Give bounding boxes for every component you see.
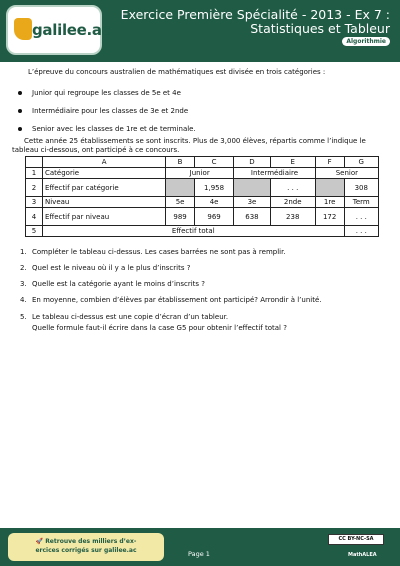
shaded-cell bbox=[234, 179, 271, 197]
question-number: 1. bbox=[20, 248, 27, 256]
table-row bbox=[26, 208, 379, 226]
question-text: Compléter le tableau ci-dessus. Les cases barrées ne sont pas à remplir. bbox=[32, 248, 286, 256]
table-cell: . . . bbox=[270, 179, 315, 197]
list-item bbox=[18, 102, 196, 120]
table-cell: 1,958 bbox=[194, 179, 233, 197]
col-header: G bbox=[344, 157, 378, 168]
table-cell: 308 bbox=[344, 179, 378, 197]
rocket-icon: 🚀 bbox=[35, 538, 44, 545]
table-row bbox=[26, 197, 379, 208]
question-number: 3. bbox=[20, 280, 27, 288]
page-number: Page 1 bbox=[188, 550, 210, 558]
table-row bbox=[26, 226, 379, 237]
table-cell: Catégorie bbox=[43, 168, 166, 179]
ad-text: Retrouve des milliers d’ex- bbox=[45, 538, 137, 545]
col-header: B bbox=[166, 157, 195, 168]
table-cell: 5e bbox=[166, 197, 195, 208]
intro-text: L’épreuve du concours australien de mathématiques est divisée en trois catégories : bbox=[28, 68, 326, 76]
list-item-text: Intermédiaire pour les classes de 3e et 2nde bbox=[32, 107, 189, 115]
table-cell: 969 bbox=[194, 208, 233, 226]
col-header: F bbox=[315, 157, 344, 168]
context-paragraph bbox=[12, 137, 392, 155]
license-badge[interactable]: CC BY-NC-SA bbox=[328, 534, 384, 545]
table-cell: 172 bbox=[315, 208, 344, 226]
paragraph-line: Cette année 25 établissements se sont inscrits. Plus de 3,000 élèves, répartis comme l’indique le bbox=[24, 137, 366, 145]
list-item bbox=[18, 120, 196, 138]
question-text: Quelle est la catégorie ayant le moins d’inscrits ? bbox=[32, 280, 205, 288]
table-cell: Senior bbox=[315, 168, 378, 179]
table-cell: Effectif total bbox=[43, 226, 345, 237]
row-number: 1 bbox=[26, 168, 43, 179]
table-cell: . . . bbox=[344, 226, 378, 237]
question-number: 2. bbox=[20, 264, 27, 272]
page-footer bbox=[0, 528, 400, 566]
question-2 bbox=[20, 264, 190, 272]
galilee-logo[interactable] bbox=[6, 5, 111, 55]
table-cell: 989 bbox=[166, 208, 195, 226]
table-cell: Term bbox=[344, 197, 378, 208]
list-item-text: Senior avec les classes de 1re et de terminale. bbox=[32, 125, 196, 133]
table-cell: Junior bbox=[166, 168, 234, 179]
bullet-icon bbox=[18, 91, 22, 95]
galilee-ad-link[interactable] bbox=[8, 533, 164, 561]
table-cell: Effectif par niveau bbox=[43, 208, 166, 226]
question-text: Quel est le niveau où il y a le plus d’inscrits ? bbox=[32, 264, 191, 272]
question-3 bbox=[20, 280, 205, 288]
paragraph-line: tableau ci-dessous, ont participé à ce concours. bbox=[12, 146, 180, 154]
category-tag: Algorithmie bbox=[342, 37, 390, 46]
table-header-row bbox=[26, 157, 379, 168]
table-cell: 4e bbox=[194, 197, 233, 208]
question-number: 5. bbox=[20, 313, 27, 321]
question-text: En moyenne, combien d’élèves par établissement ont participé? Arrondir à l’unité. bbox=[32, 296, 322, 304]
question-5 bbox=[20, 313, 228, 321]
table-row bbox=[26, 168, 379, 179]
category-list bbox=[18, 84, 196, 138]
table-cell: 238 bbox=[270, 208, 315, 226]
row-number: 4 bbox=[26, 208, 43, 226]
col-header: C bbox=[194, 157, 233, 168]
ad-line bbox=[8, 537, 164, 546]
exercise-title: Exercice Première Spécialité - 2013 - Ex 7 : Statistiques et Tableur bbox=[120, 7, 390, 36]
question-number: 4. bbox=[20, 296, 27, 304]
ad-line: ercices corrigés sur galilee.ac bbox=[35, 547, 137, 554]
bullet-icon bbox=[18, 109, 22, 113]
shaded-cell bbox=[315, 179, 344, 197]
col-header: E bbox=[270, 157, 315, 168]
list-item-text: Junior qui regroupe les classes de 5e et 4e bbox=[32, 89, 181, 97]
bullet-icon bbox=[18, 127, 22, 131]
row-number: 5 bbox=[26, 226, 43, 237]
row-number: 3 bbox=[26, 197, 43, 208]
shaded-cell bbox=[166, 179, 195, 197]
brand-label: MathALEA bbox=[348, 552, 377, 558]
table-cell: Effectif par catégorie bbox=[43, 179, 166, 197]
col-header: A bbox=[43, 157, 166, 168]
logo-text: galilee.ac bbox=[32, 21, 111, 39]
table-cell: Intermédiaire bbox=[234, 168, 316, 179]
table-cell: . . . bbox=[344, 208, 378, 226]
question-1 bbox=[20, 248, 286, 256]
question-text: Le tableau ci-dessus est une copie d’écran d’un tableur. bbox=[32, 313, 229, 321]
question-5-sub: Quelle formule faut-il écrire dans la case G5 pour obtenir l’effectif total ? bbox=[32, 324, 287, 332]
table-cell: 638 bbox=[234, 208, 271, 226]
corner-cell bbox=[26, 157, 43, 168]
col-header: D bbox=[234, 157, 271, 168]
table-row bbox=[26, 179, 379, 197]
table-cell: 2nde bbox=[270, 197, 315, 208]
table-cell: 1re bbox=[315, 197, 344, 208]
row-number: 2 bbox=[26, 179, 43, 197]
list-item bbox=[18, 84, 196, 102]
page-header bbox=[0, 0, 400, 62]
question-4 bbox=[20, 296, 322, 304]
logo-g-icon bbox=[14, 18, 32, 40]
spreadsheet-table bbox=[25, 156, 379, 237]
table-cell: 3e bbox=[234, 197, 271, 208]
table-cell: Niveau bbox=[43, 197, 166, 208]
